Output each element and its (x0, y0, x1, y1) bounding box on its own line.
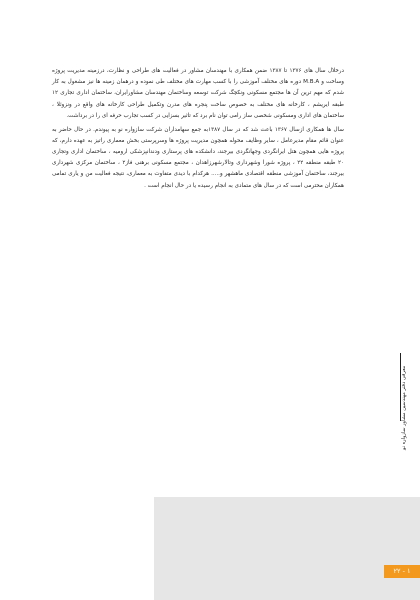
page-number-tab: ۲۲ - ۱ (384, 565, 420, 578)
paragraph-2: سال ها همکاری ازسال ۱۳۶۷ باعث شد که در سال ۱۳۸۷به جمع سهامداران شرکت سازواره نو به پیوندم. در حال حاضر به عنوان قائم مقام مدیرعامل ، سایر وظایف محوله همچون مدیریت پروژه ها وسرپرستی بخش معماری راتیز به عهده دارم، که پروژه هایی همچون هتل ایرانگردی وجهانگردی بیرجند، دانشکده های پرستاری ودندانپزشکی ارومیه ، ساختمان اداری وتجاری ۲۰ طبقه منطقه ۲۲ ، پروژه شورا وشهرداری وتالارشهرزاهدان ، مجتمع مسکونی برهنی فاز۲ ، ساختمان مرکزی شهرداری بیرجند، ساختمان آموزشی منطقه اقتصادی ماهشهر و..... هرکدام با دیدی متفاوت به معماری، نتیجه فعالیت من و یاری تمامی همکاران محترمی است که در سال های متمادی به انجام رسیده یا در حال انجام است . (52, 126, 344, 189)
sidebar-label: معرفی دفتر مهندسین مشاور سازواره نو (401, 365, 407, 450)
decorative-gray-block (154, 497, 420, 600)
body-text (52, 66, 344, 194)
paragraph-1: درخلال سال های ۱۳۷۶ تا ۱۳۸۷ ضمن همکاری با مهندسان مشاور در فعالیت های طراحی و نظارت، درزمینه مدیریت پروژه وساخت و M.B.A دوره های مختلف آموزشی را با کسب مهارت های مختلف طی نموده و درهمان زمینه ها نیز مشغول به کار شدم که مهم ترین آن ها مجتمع مسکونی ونکچگ شرکت توسعه وساختمان مهندسان مشاورایران، ساختمان اداری تجاری ۱۲ طبقه ایریشم ، کارخانه های مختلف به خصوص ساخت پنجره های مدرن وتکمیل طراحی کارخانه های واقع در ونزوئلا ، ساختمان های اداری ومسکونی شخصی ساز رامی توان نام برد که تاثیر بسزایی در کسب تجارب حرفه ای را در برداشت. (52, 68, 344, 119)
